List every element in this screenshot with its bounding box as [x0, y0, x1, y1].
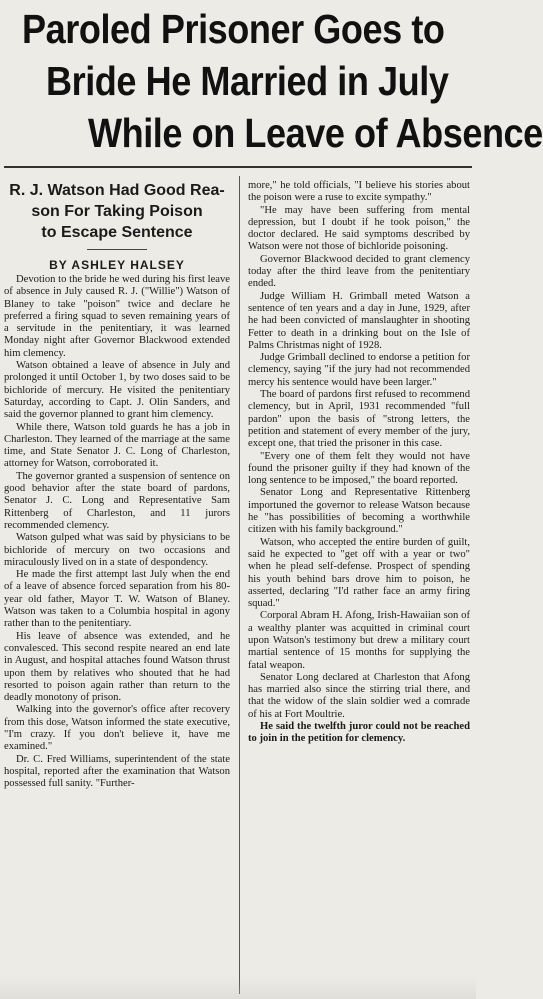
paragraph: Walking into the governor's office after recovery from this dose, Watson informed the state executive, "I'm crazy. If you don't believe it, have me examined.": [4, 704, 230, 753]
paragraph: Judge Grimball declined to endorse a petition for clemency, saying "if the jury had not recommended mercy his sentence would have been larger.": [248, 352, 470, 388]
subheadline-line-3: to Escape Sentence: [41, 224, 193, 241]
headline-line-3: While on Leave of Absence: [88, 110, 543, 156]
paragraph: Watson gulped what was said by physicians to be bichloride of mercury on two occasions and miraculously lived on in a state of despondency.: [4, 532, 230, 568]
paragraph: Dr. C. Fred Williams, superintendent of the state hospital, reported after the examination that Watson possessed full sanity. "Further-: [4, 753, 230, 790]
paper-edge: [0, 977, 476, 999]
paragraph: Governor Blackwood decided to grant clemency today after the third leave from the penitentiary ended.: [248, 253, 470, 290]
paragraph: Senator Long declared at Charleston that Afong has married also since the stirring trial there, and that the widow of the slain soldier wed a comrade of his at Fort Moultrie.: [248, 671, 470, 720]
paragraph: He said the twelfth juror could not be reached to join in the petition for clemency.: [248, 721, 470, 745]
subheadline-line-1: R. J. Watson Had Good Rea-: [9, 182, 225, 199]
paragraph: The board of pardons first refused to recommend clemency, but in April, 1931 recommended "full pardon" upon the basis of "strong letters, the petition and statement of every member of the jury, except one, that tried the prisoner in this case.: [248, 389, 470, 450]
headline-line-2: Bride He Married in July: [46, 58, 449, 104]
paragraph: While there, Watson told guards he has a job in Charleston. They learned of the marriage at the same time, and State Senator J. C. Long of Charleston, attorney for Watson, corroborated it.: [4, 421, 230, 470]
headline-rule: [4, 166, 472, 168]
paragraph: The governor granted a suspension of sentence on good behavior after the state board of pardons, Senator J. C. Long and Representative Sam Rittenberg of Charleston, and 11 jurors recommended clemency.: [4, 470, 230, 531]
left-column: [4, 172, 230, 790]
left-column-body: [4, 274, 230, 790]
paragraph: "Every one of them felt they would not have found the prisoner guilty if they had known of the long sentence to be imposed," the board reported.: [248, 450, 470, 487]
paragraph: "He may have been suffering from mental depression, but I doubt if he took poison," the doctor declared. He said symptoms described by Watson were not those of bichloride poisoning.: [248, 204, 470, 253]
right-column: [248, 180, 470, 746]
paragraph: Judge William H. Grimball meted Watson a sentence of ten years and a day in June, 1929, after he had been convicted of manslaughter in shooting Fetter to death in a drinking bout on the Isle of Palms Christmas night of 1928.: [248, 290, 470, 351]
right-column-body: [248, 180, 470, 746]
subheadline-line-2: son For Taking Poison: [31, 203, 203, 220]
byline: BY ASHLEY HALSEY: [49, 258, 185, 272]
paragraph: more," he told officials, "I believe his stories about the poison were a ruse to excite sympathy.": [248, 180, 470, 204]
subheadline: [8, 180, 226, 243]
column-rule: [239, 176, 240, 994]
headline-line-1: Paroled Prisoner Goes to: [22, 6, 445, 52]
paragraph: Watson obtained a leave of absence in July and prolonged it until October 1, by two doses said to be bichloride of mercury. He visited the penitentiary Saturday, according to Capt. J. Olin Sanders, and said the governor planned to grant him clemency.: [4, 360, 230, 421]
paragraph: Senator Long and Representative Rittenberg importuned the governor to release Watson because he "has possibilities of becoming a worthwhile citizen with his family background.": [248, 487, 470, 536]
paragraph: His leave of absence was extended, and he convalesced. This second respite neared an end late in August, and hospital attaches found Watson thrust upon them by relatives who shouted that he had resorted to poison again rather than return to the deadly monotony of prison.: [4, 630, 230, 704]
paragraph: Devotion to the bride he wed during his first leave of absence in July caused R. J. ("Willie") Watson of Blaney to take "poison" twice and declare he preferred a firing squad to seven remaining years of a servitude in the penitentiary, it was learned Monday night after Governor Blackwood extended him clemency.: [4, 274, 230, 359]
paragraph: Corporal Abram H. Afong, Irish-Hawaiian son of a wealthy planter was acquitted in criminal court upon Watson's testimony but drew a military court martial sentence of 15 months for supplying the fatal weapon.: [248, 610, 470, 671]
paragraph: Watson, who accepted the entire burden of guilt, said he expected to "get off with a year or two" when he plead self-defense. Prospect of spending his youth behind bars drove him to poison, he asserted, declaring "I'd rather face an army firing squad.": [248, 536, 470, 610]
deck-divider: [87, 249, 147, 250]
paragraph: He made the first attempt last July when the end of a leave of absence forced separation from his 80-year old father, Mayor T. W. Watson of Blaney. Watson was taken to a Columbia hospital in agony rather than to the penitentiary.: [4, 569, 230, 630]
